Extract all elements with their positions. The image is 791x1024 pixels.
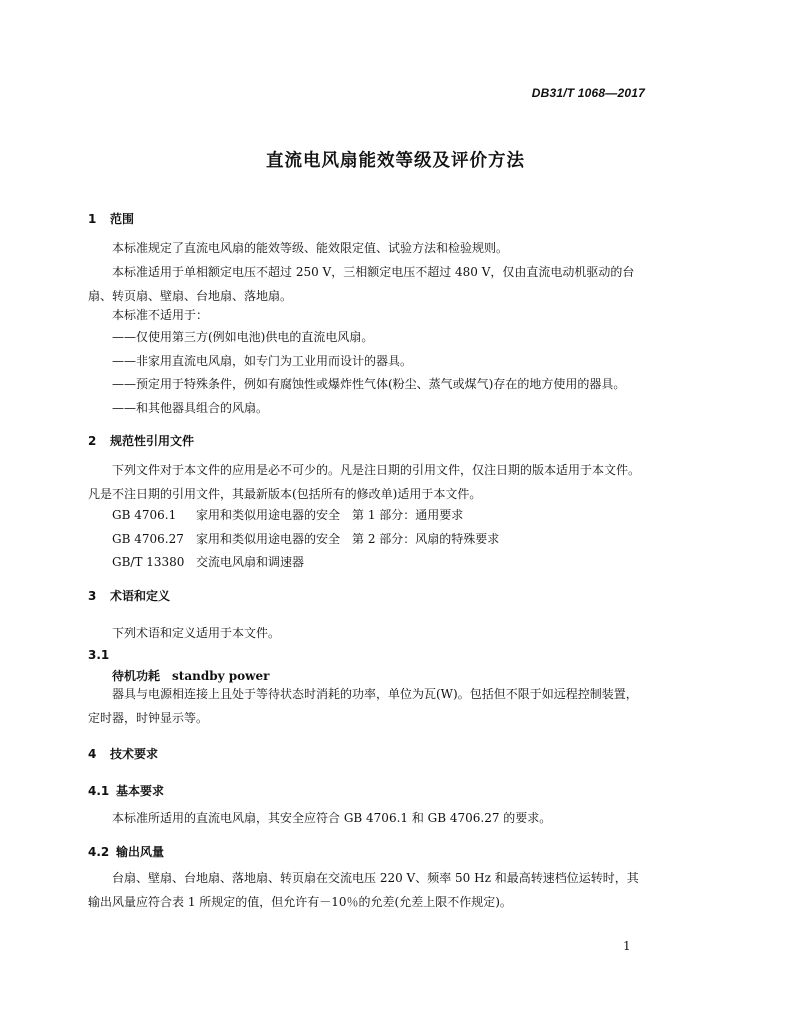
- paragraph: 下列文件对于本文件的应用是必不可少的。凡是注日期的引用文件，仅注日期的版本适用于本文件。凡是不注日期的引用文件，其最新版本(包括所有的修改单)适用于本文件。: [88, 463, 641, 501]
- section-2-heading: [88, 432, 194, 449]
- reference-code: GB 4706.27: [112, 532, 184, 546]
- section-number: 4: [88, 747, 97, 761]
- list-item: ——预定用于特殊条件，例如有腐蚀性或爆炸性气体(粉尘、蒸气或煤气)存在的地方使用的器具。: [112, 377, 626, 391]
- reference-code: GB/T 13380: [112, 555, 185, 569]
- paragraph: 本标准不适用于：: [112, 308, 209, 322]
- subsection-title: 输出风量: [116, 845, 165, 859]
- paragraph: 下列术语和定义适用于本文件。: [112, 626, 281, 640]
- subsection-title: 基本要求: [116, 784, 165, 798]
- list-item: ——仅使用第三方(例如电池)供电的直流电风扇。: [112, 330, 374, 344]
- reference-item: [112, 530, 499, 547]
- term-heading: [112, 667, 269, 684]
- page-number: 1: [623, 939, 631, 953]
- paragraph: 台扇、壁扇、台地扇、落地扇、转页扇在交流电压 220 V、频率 50 Hz 和最高转速档位运转时，其输出风量应符合表 1 所规定的值，但允许有－10％的允差(允差上限不作规定)。: [88, 871, 639, 909]
- subsection-4-2-heading: [88, 843, 164, 860]
- section-title: 范围: [110, 212, 135, 226]
- section-1-heading: [88, 210, 134, 227]
- reference-item: [112, 506, 463, 523]
- term-definition: 器具与电源相连接上且处于等待状态时消耗的功率，单位为瓦(W)。包括但不限于如远程控制装置，定时器，时钟显示等。: [88, 687, 638, 725]
- section-title: 规范性引用文件: [110, 434, 195, 448]
- subsection-4-1-heading: [88, 782, 164, 799]
- section-title: 术语和定义: [110, 589, 171, 603]
- reference-code: GB 4706.1: [112, 508, 177, 522]
- subsection-number: 4.2: [88, 845, 110, 859]
- section-number: 3: [88, 589, 97, 603]
- term-chinese: 待机功耗: [112, 669, 161, 683]
- paragraph: 本标准所适用的直流电风扇，其安全应符合 GB 4706.1 和 GB 4706.27 的要求。: [112, 811, 552, 825]
- section-number: 2: [88, 434, 97, 448]
- list-item: ——非家用直流电风扇，如专门为工业用而设计的器具。: [112, 354, 413, 368]
- term-number: 3.1: [88, 648, 110, 662]
- reference-name: 家用和类似用途电器的安全 第 2 部分：风扇的特殊要求: [196, 532, 500, 546]
- section-4-heading: [88, 745, 158, 762]
- section-number: 1: [88, 212, 97, 226]
- list-item: ——和其他器具组合的风扇。: [112, 401, 269, 415]
- section-title: 技术要求: [110, 747, 159, 761]
- reference-item: [112, 553, 304, 570]
- section-3-heading: [88, 587, 170, 604]
- paragraph: 本标准规定了直流电风扇的能效等级、能效限定值、试验方法和检验规则。: [112, 241, 509, 255]
- page-title: 直流电风扇能效等级及评价方法: [266, 151, 525, 171]
- subsection-number: 4.1: [88, 784, 110, 798]
- document-id: DB31/T 1068—2017: [531, 86, 645, 100]
- paragraph: 本标准适用于单相额定电压不超过 250 V，三相额定电压不超过 480 V，仅由直流电动机驱动的台扇、转页扇、壁扇、台地扇、落地扇。: [88, 265, 635, 303]
- reference-name: 家用和类似用途电器的安全 第 1 部分：通用要求: [196, 508, 464, 522]
- term-english: standby power: [172, 669, 270, 683]
- reference-name: 交流电风扇和调速器: [196, 555, 305, 569]
